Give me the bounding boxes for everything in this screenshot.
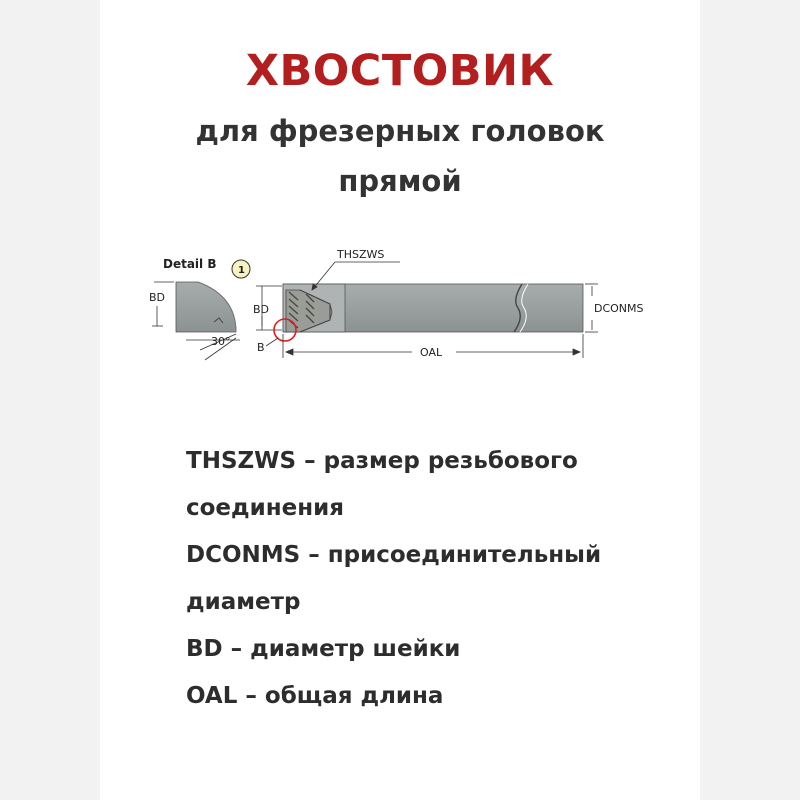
thszws-label: THSZWS — [337, 248, 385, 261]
circle-number-badge — [232, 260, 250, 278]
detail-b-profile — [176, 282, 236, 332]
detail-b-label: Detail B — [163, 257, 217, 271]
dconms-label: DCONMS — [594, 302, 644, 315]
legend-line-dconms-cont: диаметр — [186, 589, 301, 615]
angle-label: 30° — [211, 335, 231, 348]
subtitle-line-1: для фрезерных головок — [195, 114, 605, 148]
legend-line-thszws-cont: соединения — [186, 495, 344, 521]
legend-line-dconms: DCONMS – присоединительный — [186, 542, 602, 568]
main-bd-label: BD — [253, 303, 270, 316]
circle-number: 1 — [238, 265, 245, 276]
detail-bd-dimension — [152, 282, 174, 326]
legend-line-oal: OAL – общая длина — [186, 683, 444, 709]
page-title: ХВОСТОВИК — [245, 46, 555, 96]
legend-line-bd: BD – диаметр шейки — [186, 636, 461, 662]
marker-b-label: B — [257, 341, 265, 354]
subtitle-line-2: прямой — [338, 164, 462, 198]
detail-bd-label: BD — [149, 291, 166, 304]
legend — [186, 438, 666, 720]
oal-label: OAL — [420, 346, 443, 359]
legend-line-thszws: THSZWS – размер резьбового — [186, 448, 578, 474]
